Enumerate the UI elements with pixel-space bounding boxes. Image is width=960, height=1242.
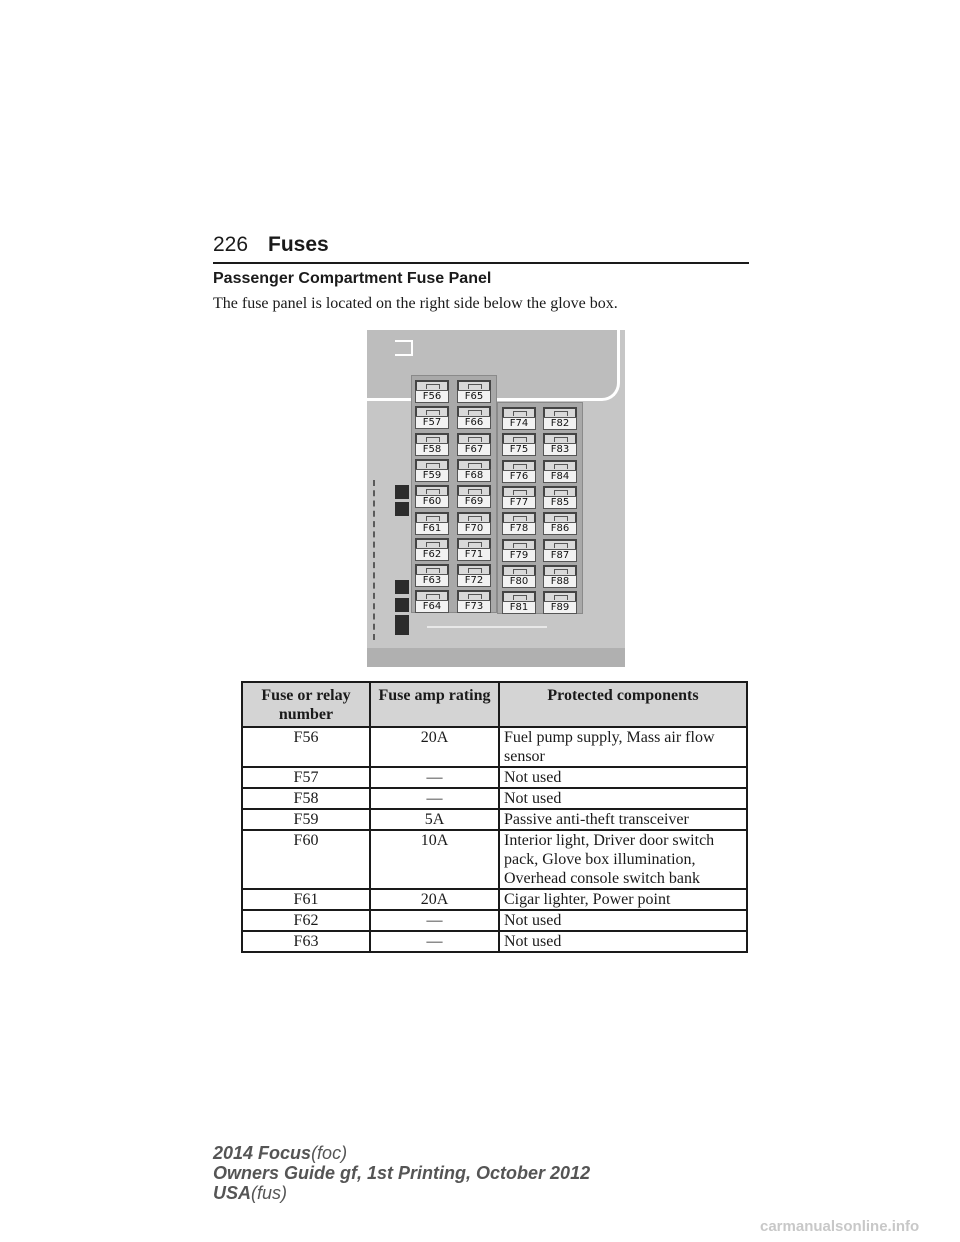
fuse-icon xyxy=(543,591,577,601)
fuse-icon xyxy=(415,512,449,522)
fuse-label: F61 xyxy=(415,522,449,535)
fuse-slot xyxy=(457,485,491,509)
protected-components: Interior light, Driver door switch pack, Glove box illumination, Overhead console switch bank xyxy=(499,830,747,889)
page-header xyxy=(213,232,749,264)
protected-components: Passive anti-theft transceiver xyxy=(499,809,747,830)
fuse-number: F58 xyxy=(242,788,370,809)
page-footer xyxy=(213,1143,590,1203)
panel-notch xyxy=(395,340,413,356)
fuse-icon xyxy=(415,538,449,548)
fuse-rating: 20A xyxy=(370,727,499,767)
fuse-slot xyxy=(502,433,536,457)
relay-block xyxy=(395,485,409,499)
fuse-slot xyxy=(457,512,491,536)
fuse-icon xyxy=(457,459,491,469)
fuse-icon xyxy=(502,539,536,549)
fuse-rating: 5A xyxy=(370,809,499,830)
fuse-icon xyxy=(415,564,449,574)
fuse-icon xyxy=(543,433,577,443)
fuse-slot xyxy=(415,406,449,430)
watermark: carmanualsonline.info xyxy=(760,1218,920,1235)
fuse-slot xyxy=(415,538,449,562)
fuse-icon xyxy=(457,485,491,495)
fuse-label: F74 xyxy=(502,417,536,430)
fuse-icon xyxy=(415,406,449,416)
fuse-icon xyxy=(415,485,449,495)
footer-market-code: (fus) xyxy=(251,1183,288,1203)
table-row xyxy=(242,931,747,952)
table-row xyxy=(242,889,747,910)
fuse-number: F57 xyxy=(242,767,370,788)
footer-guide: Owners Guide gf, 1st Printing, October 2012 xyxy=(213,1163,591,1183)
fuse-label: F79 xyxy=(502,549,536,562)
fuse-slot xyxy=(502,539,536,563)
panel-bottom-line xyxy=(427,626,547,628)
fuse-slot xyxy=(543,486,577,510)
header-fuse-number: Fuse or relay number xyxy=(242,682,370,727)
fuse-slot xyxy=(502,565,536,589)
protected-components: Fuel pump supply, Mass air flow sensor xyxy=(499,727,747,767)
fuse-slot xyxy=(502,512,536,536)
fuse-icon xyxy=(543,565,577,575)
fuse-slot xyxy=(457,433,491,457)
table-row xyxy=(242,809,747,830)
fuse-rating: 10A xyxy=(370,830,499,889)
fuse-icon xyxy=(457,590,491,600)
fuse-slot xyxy=(457,538,491,562)
fuse-slot xyxy=(415,590,449,614)
fuse-icon xyxy=(457,564,491,574)
fuse-icon xyxy=(415,459,449,469)
fuse-label: F75 xyxy=(502,443,536,456)
relay-block xyxy=(395,598,409,612)
footer-model: 2014 Focus xyxy=(213,1143,312,1163)
fuse-rating: — xyxy=(370,910,499,931)
fuse-rating: — xyxy=(370,931,499,952)
header-protected-components: Protected components xyxy=(499,682,747,727)
footer-model-code: (foc) xyxy=(311,1143,348,1163)
table-row xyxy=(242,727,747,767)
fuse-table xyxy=(241,681,748,953)
fuse-number: F59 xyxy=(242,809,370,830)
fuse-label: F60 xyxy=(415,495,449,508)
fuse-slot xyxy=(543,591,577,615)
fuse-label: F72 xyxy=(457,574,491,587)
fuse-label: F70 xyxy=(457,522,491,535)
fuse-icon xyxy=(502,407,536,417)
fuse-label: F65 xyxy=(457,390,491,403)
fuse-label: F68 xyxy=(457,469,491,482)
fuse-icon xyxy=(457,406,491,416)
fuse-slot xyxy=(502,460,536,484)
fuse-label: F58 xyxy=(415,443,449,456)
fuse-number: F61 xyxy=(242,889,370,910)
fuse-icon xyxy=(502,512,536,522)
fuse-icon xyxy=(415,590,449,600)
fuse-panel-diagram xyxy=(367,330,625,667)
fuse-label: F87 xyxy=(543,549,577,562)
fuse-rating: — xyxy=(370,788,499,809)
fuse-label: F57 xyxy=(415,416,449,429)
fuse-slot xyxy=(457,564,491,588)
fuse-label: F69 xyxy=(457,495,491,508)
fuse-label: F86 xyxy=(543,522,577,535)
fuse-label: F78 xyxy=(502,522,536,535)
fuse-slot xyxy=(415,512,449,536)
fuse-slot xyxy=(543,512,577,536)
fuse-icon xyxy=(543,460,577,470)
header-fuse-rating: Fuse amp rating xyxy=(370,682,499,727)
fuse-icon xyxy=(543,512,577,522)
fuse-label: F67 xyxy=(457,443,491,456)
fuse-label: F80 xyxy=(502,575,536,588)
fuse-slot xyxy=(543,407,577,431)
fuse-slot xyxy=(415,485,449,509)
table-row xyxy=(242,788,747,809)
fuse-slot xyxy=(543,460,577,484)
fuse-icon xyxy=(457,512,491,522)
fuse-slot xyxy=(502,407,536,431)
protected-components: Cigar lighter, Power point xyxy=(499,889,747,910)
fuse-slot xyxy=(457,590,491,614)
fuse-slot xyxy=(415,433,449,457)
fuse-rating: 20A xyxy=(370,889,499,910)
subheading: Passenger Compartment Fuse Panel xyxy=(213,270,492,287)
fuse-slot xyxy=(543,433,577,457)
fuse-slot xyxy=(415,459,449,483)
fuse-label: F81 xyxy=(502,601,536,614)
fuse-number: F63 xyxy=(242,931,370,952)
fuse-label: F59 xyxy=(415,469,449,482)
fuse-rating: — xyxy=(370,767,499,788)
fuse-label: F76 xyxy=(502,470,536,483)
table-row xyxy=(242,830,747,889)
panel-bottom-edge xyxy=(367,648,625,667)
protected-components: Not used xyxy=(499,767,747,788)
footer-market-line xyxy=(213,1183,590,1203)
fuse-slot xyxy=(457,406,491,430)
fuse-slot xyxy=(543,539,577,563)
fuse-label: F89 xyxy=(543,601,577,614)
fuse-icon xyxy=(502,486,536,496)
fuse-number: F56 xyxy=(242,727,370,767)
relay-block xyxy=(395,580,409,594)
fuse-icon xyxy=(502,460,536,470)
fuse-slot xyxy=(543,565,577,589)
fuse-icon xyxy=(457,433,491,443)
protected-components: Not used xyxy=(499,931,747,952)
section-title: Fuses xyxy=(268,233,329,256)
fuse-label: F84 xyxy=(543,470,577,483)
fuse-label: F64 xyxy=(415,600,449,613)
fuse-label: F85 xyxy=(543,496,577,509)
fuse-icon xyxy=(502,565,536,575)
page-number: 226 xyxy=(213,233,249,256)
fuse-number: F60 xyxy=(242,830,370,889)
fuse-slot xyxy=(457,380,491,404)
footer-model-line xyxy=(213,1143,590,1163)
protected-components: Not used xyxy=(499,788,747,809)
fuse-label: F71 xyxy=(457,548,491,561)
panel-side-slot xyxy=(373,480,385,640)
fuse-label: F82 xyxy=(543,417,577,430)
table-row xyxy=(242,910,747,931)
fuse-number: F62 xyxy=(242,910,370,931)
protected-components: Not used xyxy=(499,910,747,931)
fuse-slot xyxy=(502,591,536,615)
fuse-slot xyxy=(415,380,449,404)
fuse-slot xyxy=(502,486,536,510)
footer-market: USA xyxy=(213,1183,252,1203)
fuse-label: F62 xyxy=(415,548,449,561)
fuse-icon xyxy=(502,591,536,601)
fuse-label: F88 xyxy=(543,575,577,588)
fuse-label: F56 xyxy=(415,390,449,403)
fuse-label: F83 xyxy=(543,443,577,456)
fuse-label: F73 xyxy=(457,600,491,613)
fuse-slot xyxy=(457,459,491,483)
relay-block xyxy=(395,615,409,635)
fuse-label: F77 xyxy=(502,496,536,509)
fuse-label: F63 xyxy=(415,574,449,587)
relay-block xyxy=(395,502,409,516)
fuse-icon xyxy=(543,407,577,417)
table-row xyxy=(242,767,747,788)
fuse-label: F66 xyxy=(457,416,491,429)
fuse-slot xyxy=(415,564,449,588)
fuse-icon xyxy=(415,433,449,443)
fuse-icon xyxy=(502,433,536,443)
fuse-icon xyxy=(415,380,449,390)
fuse-icon xyxy=(457,380,491,390)
fuse-icon xyxy=(543,539,577,549)
fuse-icon xyxy=(457,538,491,548)
intro-paragraph: The fuse panel is located on the right side below the glove box. xyxy=(213,295,618,312)
table-header-row xyxy=(242,682,747,727)
fuse-icon xyxy=(543,486,577,496)
